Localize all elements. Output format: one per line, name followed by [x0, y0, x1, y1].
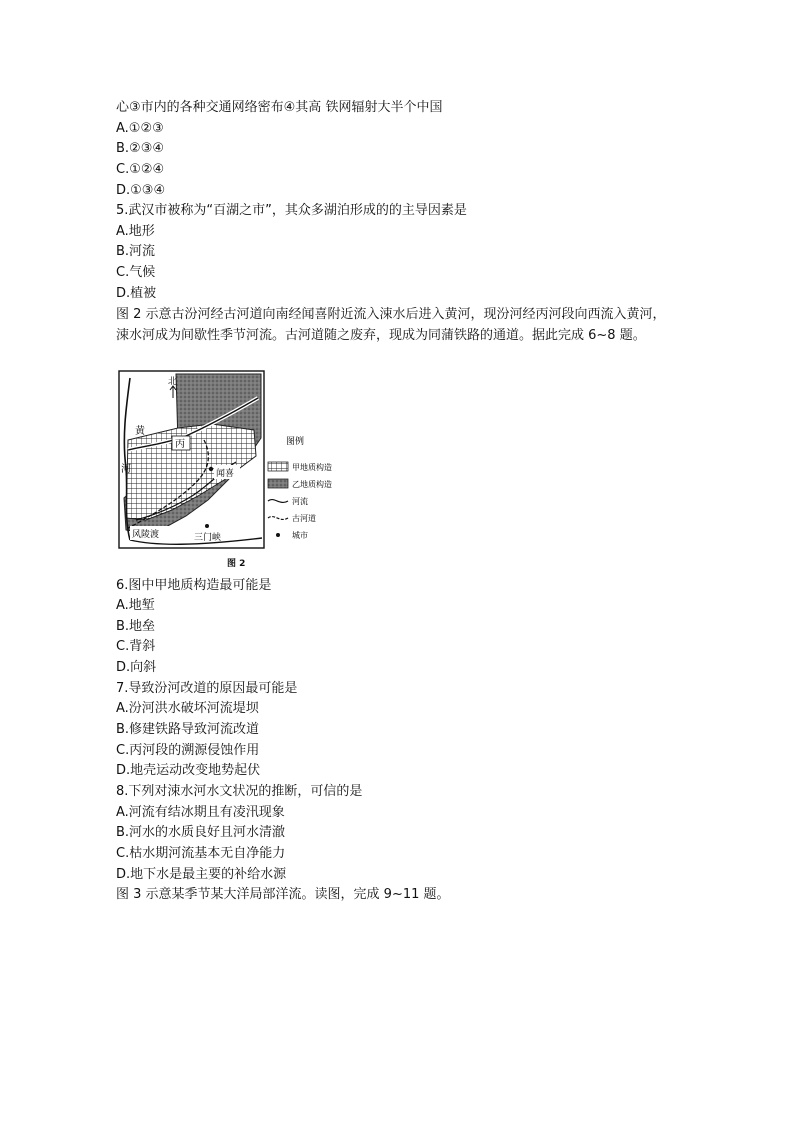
legend-jia-swatch [268, 462, 288, 471]
legend-yi-label: 乙地质构造 [292, 480, 332, 489]
figure-2-caption: 图 2 [227, 559, 246, 569]
q7-option-d: D.地壳运动改变地势起伏 [116, 763, 261, 778]
legend-river-label: 河流 [292, 497, 308, 506]
legend-old-river-icon [268, 517, 288, 520]
map-svg [116, 368, 356, 573]
figure-3-intro: 图 3 示意某季节某大洋局部洋流。读图，完成 9~11 题。 [116, 887, 450, 902]
q6-option-b: B.地垒 [116, 619, 156, 634]
q5-option-d: D.植被 [116, 286, 157, 301]
sanmenxia-label: 三门峡 [194, 533, 222, 543]
option-c: C.①②④ [116, 162, 165, 177]
q8-option-d: D.地下水是最主要的补给水源 [116, 867, 287, 882]
question-7: 7.导致汾河改道的原因最可能是 [116, 681, 298, 696]
question-5: 5.武汉市被称为“百湖之市”，其众多湖泊形成的的主导因素是 [116, 203, 467, 218]
yellow-river-label-1: 黄 [135, 426, 145, 437]
wenxi-city-marker [209, 467, 213, 471]
q5-option-b: B.河流 [116, 244, 156, 259]
sanmenxia-city-marker [205, 524, 209, 528]
legend-city-icon [276, 533, 280, 537]
north-label: 北 [168, 377, 178, 387]
q8-option-b: B.河水的水质良好且河水清澈 [116, 825, 286, 840]
question-8: 8.下列对涑水河水文状况的推断，可信的是 [116, 784, 363, 799]
question-6: 6.图中甲地质构造最可能是 [116, 578, 272, 593]
q5-option-c: C.气候 [116, 265, 156, 280]
figure-2-intro: 图 2 示意古汾河经古河道向南经闻喜附近流入涑水后进入黄河，现汾河经丙河段向西流入黄河，涑水河成为间歇性季节河流。古河道随之废弃，现成为同蒲铁路的通道。据此完成 6~8 题。 [116, 307, 666, 343]
fenglingdu-label: 风陵渡 [132, 530, 160, 540]
legend-jia-label: 甲地质构造 [292, 463, 332, 472]
option-a: A.①②③ [116, 121, 164, 136]
figure-2-map [116, 368, 356, 573]
bing-label: 丙 [175, 439, 185, 450]
q5-option-a: A.地形 [116, 224, 155, 239]
q6-option-a: A.地堑 [116, 598, 155, 613]
option-b: B.②③④ [116, 141, 165, 156]
q8-option-c: C.枯水期河流基本无自净能力 [116, 846, 286, 861]
q7-option-a: A.汾河洪水破坏河流堤坝 [116, 701, 259, 716]
q8-option-a: A.河流有结冰期且有凌汛现象 [116, 805, 285, 820]
legend-yi-swatch [268, 479, 288, 488]
legend-old-river-label: 古河道 [292, 514, 316, 523]
option-d: D.①③④ [116, 183, 166, 198]
text-line: 心③市内的各种交通网络密布④其高 铁网辐射大半个中国 [116, 100, 443, 115]
q7-option-b: B.修建铁路导致河流改道 [116, 722, 260, 737]
q7-option-c: C.丙河段的溯源侵蚀作用 [116, 743, 260, 758]
legend-river-icon [268, 500, 288, 503]
legend-title: 图例 [286, 437, 305, 447]
q6-option-d: D.向斜 [116, 660, 157, 675]
yellow-river-label-2: 河 [121, 464, 131, 475]
wenxi-label: 闻喜 [216, 469, 235, 479]
q6-option-c: C.背斜 [116, 639, 156, 654]
legend-city-label: 城市 [292, 531, 308, 540]
